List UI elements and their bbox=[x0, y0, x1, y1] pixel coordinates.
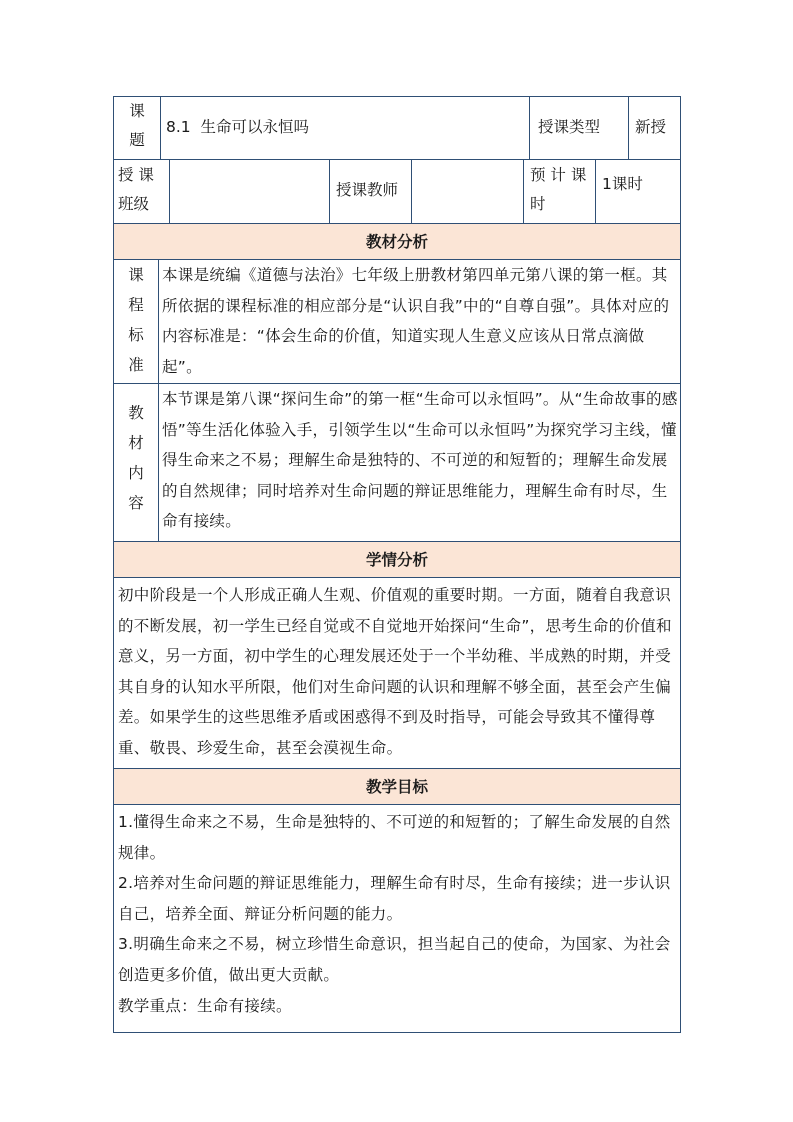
students-row bbox=[114, 578, 680, 769]
lesson-type-value: 新授 bbox=[635, 118, 667, 136]
lesson-type-label: 授课类型 bbox=[530, 97, 629, 159]
section-goals-title: 教学目标 bbox=[365, 778, 428, 796]
section-textbook-analysis bbox=[114, 224, 680, 260]
content-row bbox=[114, 384, 680, 542]
lesson-plan-table bbox=[113, 96, 681, 1033]
goals-row bbox=[114, 805, 680, 1032]
goal-item-3: 3.明确生命来之不易，树立珍惜生命意识，担当起自己的使命，为国家、为社会创造更多价值，做出更大贡献。 bbox=[118, 935, 671, 984]
standard-text: 本课是统编《道德与法治》七年级上册教材第四单元第八课的第一框。其所依据的课程标准的相应部分是“认识自我”中的“自尊自强”。具体对应的内容标准是：“体会生命的价值，知道实现人生意义应该从日常点滴做起”。 bbox=[162, 266, 670, 376]
standard-label: 课 程 标 准 bbox=[114, 260, 159, 383]
goal-item-1: 1.懂得生命来之不易，生命是独特的、不可逆的和短暂的；了解生命发展的自然规律。 bbox=[118, 813, 671, 862]
section-textbook-title: 教材分析 bbox=[365, 233, 428, 251]
class-row bbox=[114, 160, 680, 224]
section-students-title: 学情分析 bbox=[365, 551, 428, 569]
teaching-focus: 教学重点：生命有接续。 bbox=[118, 996, 292, 1015]
section-student-analysis bbox=[114, 542, 680, 578]
goal-item-2: 2.培养对生命问题的辩证思维能力，理解生命有时尽，生命有接续；进一步认识自己，培养全面、辩证分析问题的能力。 bbox=[118, 874, 671, 923]
topic-row bbox=[114, 97, 680, 160]
students-text: 初中阶段是一个人形成正确人生观、价值观的重要时期。一方面，随着自我意识的不断发展，初一学生已经自觉或不自觉地开始探问“生命”，思考生命的价值和意义，另一方面，初中学生的心理发展还处于一个半幼稚、半成熟的时期，并受其自身的认知水平所限，他们对生命问题的认识和理解不够全面，甚至会产生偏差。如果学生的这些思维矛盾或困惑得不到及时指导，可能会导致其不懂得尊重、敬畏、珍爱生命，甚至会漠视生命。 bbox=[118, 586, 672, 757]
teacher-value bbox=[412, 160, 524, 223]
topic-label: 课 题 bbox=[114, 97, 161, 159]
goals-list bbox=[114, 805, 680, 1032]
section-teaching-goals bbox=[114, 769, 680, 805]
class-label: 授 课 班级 bbox=[114, 160, 170, 223]
teacher-label: 授课教师 bbox=[330, 160, 412, 223]
class-value bbox=[170, 160, 330, 223]
hours-value: 1课时 bbox=[602, 175, 643, 193]
hours-label: 预 计 课 时 bbox=[524, 160, 596, 223]
content-label: 教 材 内 容 bbox=[114, 384, 159, 541]
topic-value: 8.1 生命可以永恒吗 bbox=[161, 97, 530, 159]
content-text: 本节课是第八课“探问生命”的第一框“生命可以永恒吗”。从“生命故事的感悟”等生活化体验入手，引领学生以“生命可以永恒吗”为探究学习主线，懂得生命来之不易；理解生命是独特的、不可逆的和短暂的；理解生命发展的自然规律；同时培养对生命问题的辩证思维能力，理解生命有时尽，生命有接续。 bbox=[162, 390, 678, 531]
standard-row bbox=[114, 260, 680, 384]
